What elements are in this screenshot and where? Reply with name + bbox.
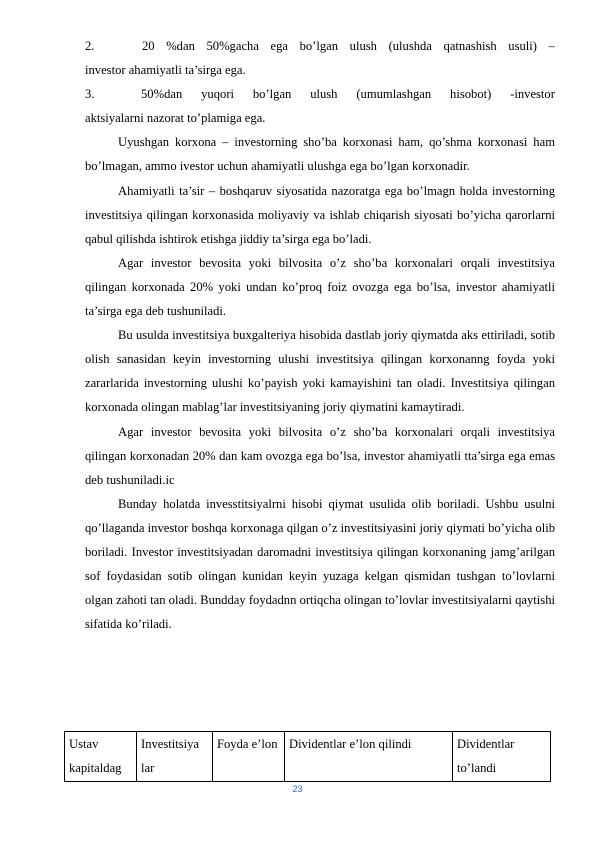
word: (ulushda [388, 39, 432, 53]
word: bo’lgan [252, 87, 292, 102]
paragraph: Agar investor bevosita yoki bilvosita o’z sho’ba korxonalari orqali investitsiya qilingan korxonadan 20% dan kam ovozga ega bo’lsa, investor ahamiyatli tta’sirga ega emas deb tushuniladi.ic [85, 424, 555, 487]
list-first-line [141, 82, 555, 106]
list-number: 3. [85, 87, 95, 102]
table-row [65, 732, 551, 782]
table-cell: Dividentlar to’landi [453, 732, 551, 782]
word: ega [270, 39, 288, 53]
word: %dan [166, 39, 195, 53]
list-continuation: investor ahamiyatli ta’sirga ega. [85, 63, 246, 78]
word: 50%gacha [206, 39, 259, 53]
list-first-line [142, 34, 555, 58]
list-continuation: aktsiyalarni nazorat to’plamiga ega. [85, 111, 266, 126]
document-body [85, 34, 555, 636]
paragraph: Ahamiyatli ta’sir – boshqaruv siyosatida nazoratga ega bo’lmagn holda investorning investitsiya qilingan korxonasida moliyaviy va ishlab chiqarish siyosati bo’yicha qarorlarni qabul qilishda ishtirok etishga jiddiy ta’sirga ega bo’ladi. [85, 183, 555, 246]
paragraph: Bu usulda investitsiya buxgalteriya hisobida dastlab joriy qiymatda aks ettiriladi, sotib olish sanasidan keyin investorning ulushi investitsiya qilingan korxonanng foyda yoki zararlarida investorning ulushi ko’payish yoki kamayishini tan oladi. Investitsiya qilingan korxonada olingan mablag’lar investitsiyaning joriy qiymatini kamaytiradi. [85, 328, 555, 415]
paragraph: Uyushgan korxona – investorning sho’ba korxonasi ham, qo’shma korxonasi ham bo’lmagan, ammo ivestor uchun ahamiyatli ulushga ega bo’lgan korxonadir. [85, 135, 555, 174]
list-item-3 [85, 82, 555, 130]
list-number: 2. [85, 39, 95, 53]
word: (umumlashgan [356, 87, 432, 102]
word: hisobot) [450, 87, 492, 102]
word: 20 [142, 39, 155, 53]
word: qatnashish [443, 39, 497, 53]
word: yuqori [201, 87, 235, 102]
table-cell: Ustav kapitaldag [65, 732, 137, 782]
table-cell: Foyda e’lon [213, 732, 285, 782]
word: – [548, 39, 555, 53]
paragraph: Bunday holatda invesstitsiyalrni hisobi qiymat usulida olib boriladi. Ushbu usulni qo’llaganda investor boshqa korxonaga qilgan o’z investitsiyasini joriy qiymati bo’yicha olib boriladi. Investor investitsiyadan daromadni investitsiya qilingan korxonaning jamg’arilgan sof foydasidan sotib olingan kunidan keyin yuzaga kelgan qismidan tushgan to’lovlarni olgan zahoti tan oladi. Bundday foydadnn ortiqcha olingan to’lovlar investitsiyalarni qaytishi sifatida ko’riladi. [85, 496, 555, 632]
word: 50%dan [141, 87, 183, 102]
page-number: 23 [292, 784, 303, 794]
table-cell: Investitsiya lar [137, 732, 213, 782]
table-cell: Dividentlar e’lon qilindi [285, 732, 453, 782]
word: ulush [349, 39, 377, 53]
list-item-2 [85, 34, 555, 82]
paragraph: Agar investor bevosita yoki bilvosita o’z sho’ba korxonalari orqali investitsiya qilingan korxonada 20% yoki undan ko’proq foiz ovozga ega bo’lsa, investor ahamiyatli ta’sirga ega deb tushuniladi. [85, 255, 555, 319]
word: usuli) [508, 39, 537, 53]
word: bo’lgan [299, 39, 339, 53]
word: ulush [310, 87, 338, 102]
dividend-table [64, 731, 551, 782]
word: -investor [510, 87, 555, 102]
